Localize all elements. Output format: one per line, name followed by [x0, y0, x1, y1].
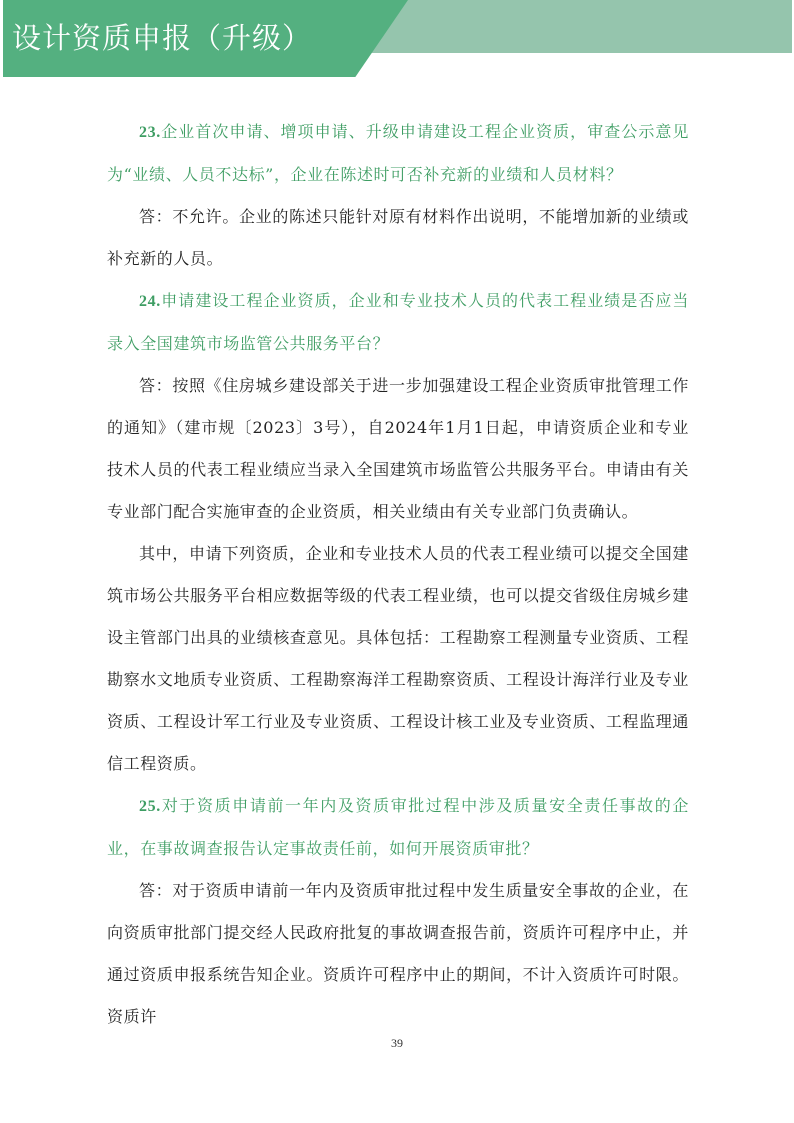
answer-24-para-1: 答：按照《住房城乡建设部关于进一步加强建设工程企业资质审批管理工作的通知》（建市规〔2023〕3号），自2024年1月1日起，申请资质企业和专业技术人员的代表工程业绩应当录入全国建筑市场监管公共服务平台。申请由有关专业部门配合实施审查的企业资质，相关业绩由有关专业部门负责确认。	[107, 376, 689, 521]
question-25	[107, 785, 689, 870]
question-number: 23.	[139, 124, 161, 141]
header-light-band	[340, 0, 792, 53]
section-title: 设计资质申报（升级）	[12, 21, 313, 55]
answer-23: 答：不允许。企业的陈述只能针对原有材料作出说明，不能增加新的业绩或补充新的人员。	[107, 207, 689, 268]
question-23	[107, 111, 689, 196]
question-text: 申请建设工程企业资质，企业和专业技术人员的代表工程业绩是否应当录入全国建筑市场监管公共服务平台？	[107, 291, 689, 353]
document-body	[107, 111, 689, 1038]
answer-25: 答：对于资质申请前一年内及资质审批过程中发生质量安全事故的企业，在向资质审批部门提交经人民政府批复的事故调查报告前，资质许可程序中止，并通过资质申报系统告知企业。资质许可程序中止的期间，不计入资质许可时限。资质许	[107, 881, 689, 1026]
answer-24-para-2: 其中，申请下列资质，企业和专业技术人员的代表工程业绩可以提交全国建筑市场公共服务平台相应数据等级的代表工程业绩，也可以提交省级住房城乡建设主管部门出具的业绩核查意见。具体包括：工程勘察工程测量专业资质、工程勘察水文地质专业资质、工程勘察海洋工程勘察资质、工程设计海洋行业及专业资质、工程设计军工行业及专业资质、工程设计核工业及专业资质、工程监理通信工程资质。	[107, 544, 689, 773]
question-number: 25.	[139, 798, 161, 815]
question-text: 企业首次申请、增项申请、升级申请建设工程企业资质，审查公示意见为“业绩、人员不达标”，企业在陈述时可否补充新的业绩和人员材料？	[107, 122, 689, 184]
question-24	[107, 280, 689, 365]
question-number: 24.	[139, 293, 161, 310]
question-text: 对于资质申请前一年内及资质审批过程中涉及质量安全责任事故的企业，在事故调查报告认定事故责任前，如何开展资质审批？	[107, 796, 689, 858]
page-number: 39	[391, 1036, 403, 1050]
